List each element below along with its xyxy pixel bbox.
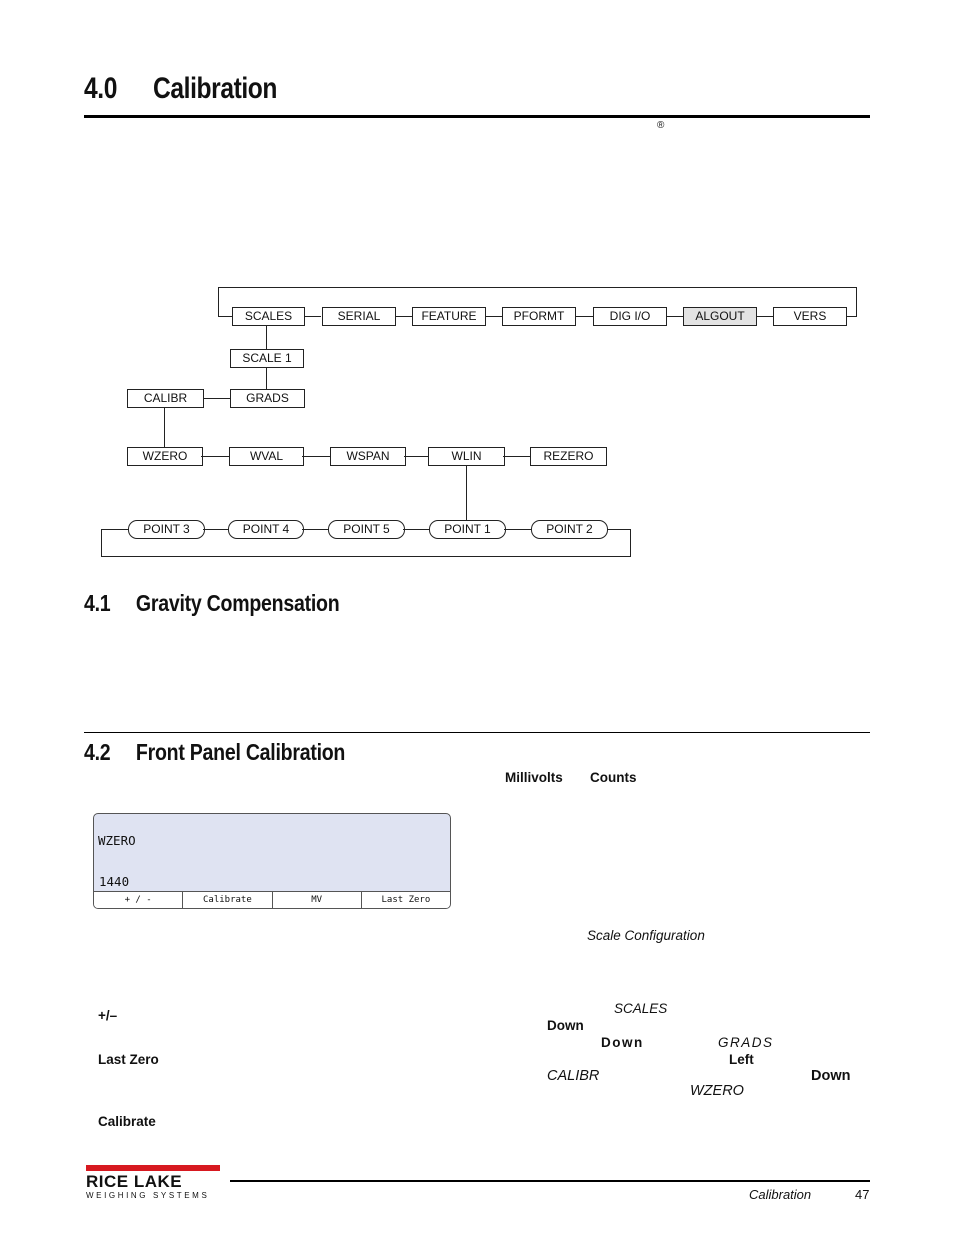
section-rule (84, 732, 870, 733)
heading-rule (84, 115, 870, 118)
menu-scales: SCALES (232, 307, 305, 326)
logo-sub-text: WEIGHING SYSTEMS (86, 1191, 210, 1200)
footer-rule (230, 1180, 870, 1182)
down-key-ref: Down (811, 1068, 851, 1084)
menu-point-2: POINT 2 (531, 520, 608, 539)
menu-calibr: CALIBR (127, 389, 204, 408)
section-heading-4-1 (84, 590, 339, 617)
softkey-last-zero[interactable]: Last Zero (361, 892, 450, 908)
calibr-param: CALIBR (547, 1068, 600, 1084)
chapter-number: 4.0 (84, 72, 117, 105)
wzero-param: WZERO (690, 1083, 744, 1099)
millivolts-label: Millivolts (505, 770, 563, 785)
left-key-ref: Left (729, 1052, 754, 1067)
logo-main-text: RICE LAKE (86, 1172, 183, 1191)
menu-point-3: POINT 3 (128, 520, 205, 539)
display-value: 1440 (99, 874, 130, 889)
logo-red-bar (86, 1165, 220, 1171)
down-key-ref: Down (547, 1018, 584, 1033)
calibrate-label: Calibrate (98, 1114, 156, 1129)
menu-wval: WVAL (229, 447, 304, 466)
menu-algout: ALGOUT (683, 307, 757, 326)
menu-point-5: POINT 5 (328, 520, 405, 539)
section-title: Gravity Compensation (135, 590, 340, 616)
section-number: 4.1 (84, 590, 111, 616)
menu-rezero: REZERO (530, 447, 607, 466)
scales-param: SCALES (614, 1001, 668, 1016)
section-number: 4.2 (84, 739, 111, 765)
plus-minus-label: +/– (98, 1008, 118, 1023)
section-title: Front Panel Calibration (135, 739, 346, 765)
footer-section-name: Calibration (749, 1187, 812, 1202)
scale-configuration-ref: Scale Configuration (587, 928, 705, 943)
display-prompt: WZERO (98, 833, 136, 848)
menu-wspan: WSPAN (330, 447, 406, 466)
softkey-plus-minus[interactable]: + / - (124, 895, 152, 905)
menu-feature: FEATURE (412, 307, 486, 326)
menu-point-4: POINT 4 (228, 520, 304, 539)
menu-grads: GRADS (230, 389, 305, 408)
page-number: 47 (855, 1187, 870, 1202)
menu-wlin: WLIN (428, 447, 505, 466)
grads-param: GRADS (718, 1035, 774, 1050)
front-panel-display (93, 813, 451, 909)
menu-serial: SERIAL (322, 307, 396, 326)
down-key-ref: Down (601, 1035, 644, 1050)
menu-dig-io: DIG I/O (593, 307, 667, 326)
menu-scale-1: SCALE 1 (230, 349, 304, 368)
menu-vers: VERS (773, 307, 847, 326)
softkey-mv[interactable]: MV (272, 892, 361, 908)
registered-mark: ® (657, 120, 665, 131)
chapter-heading (84, 72, 277, 106)
chapter-title: Calibration (153, 72, 278, 105)
softkey-bar (94, 891, 450, 908)
menu-point-1: POINT 1 (429, 520, 506, 539)
counts-label: Counts (590, 770, 637, 785)
section-heading-4-2 (84, 739, 345, 766)
last-zero-label: Last Zero (98, 1052, 159, 1067)
menu-wzero: WZERO (127, 447, 203, 466)
softkey-calibrate[interactable]: Calibrate (182, 892, 271, 908)
menu-pformt: PFORMT (502, 307, 576, 326)
